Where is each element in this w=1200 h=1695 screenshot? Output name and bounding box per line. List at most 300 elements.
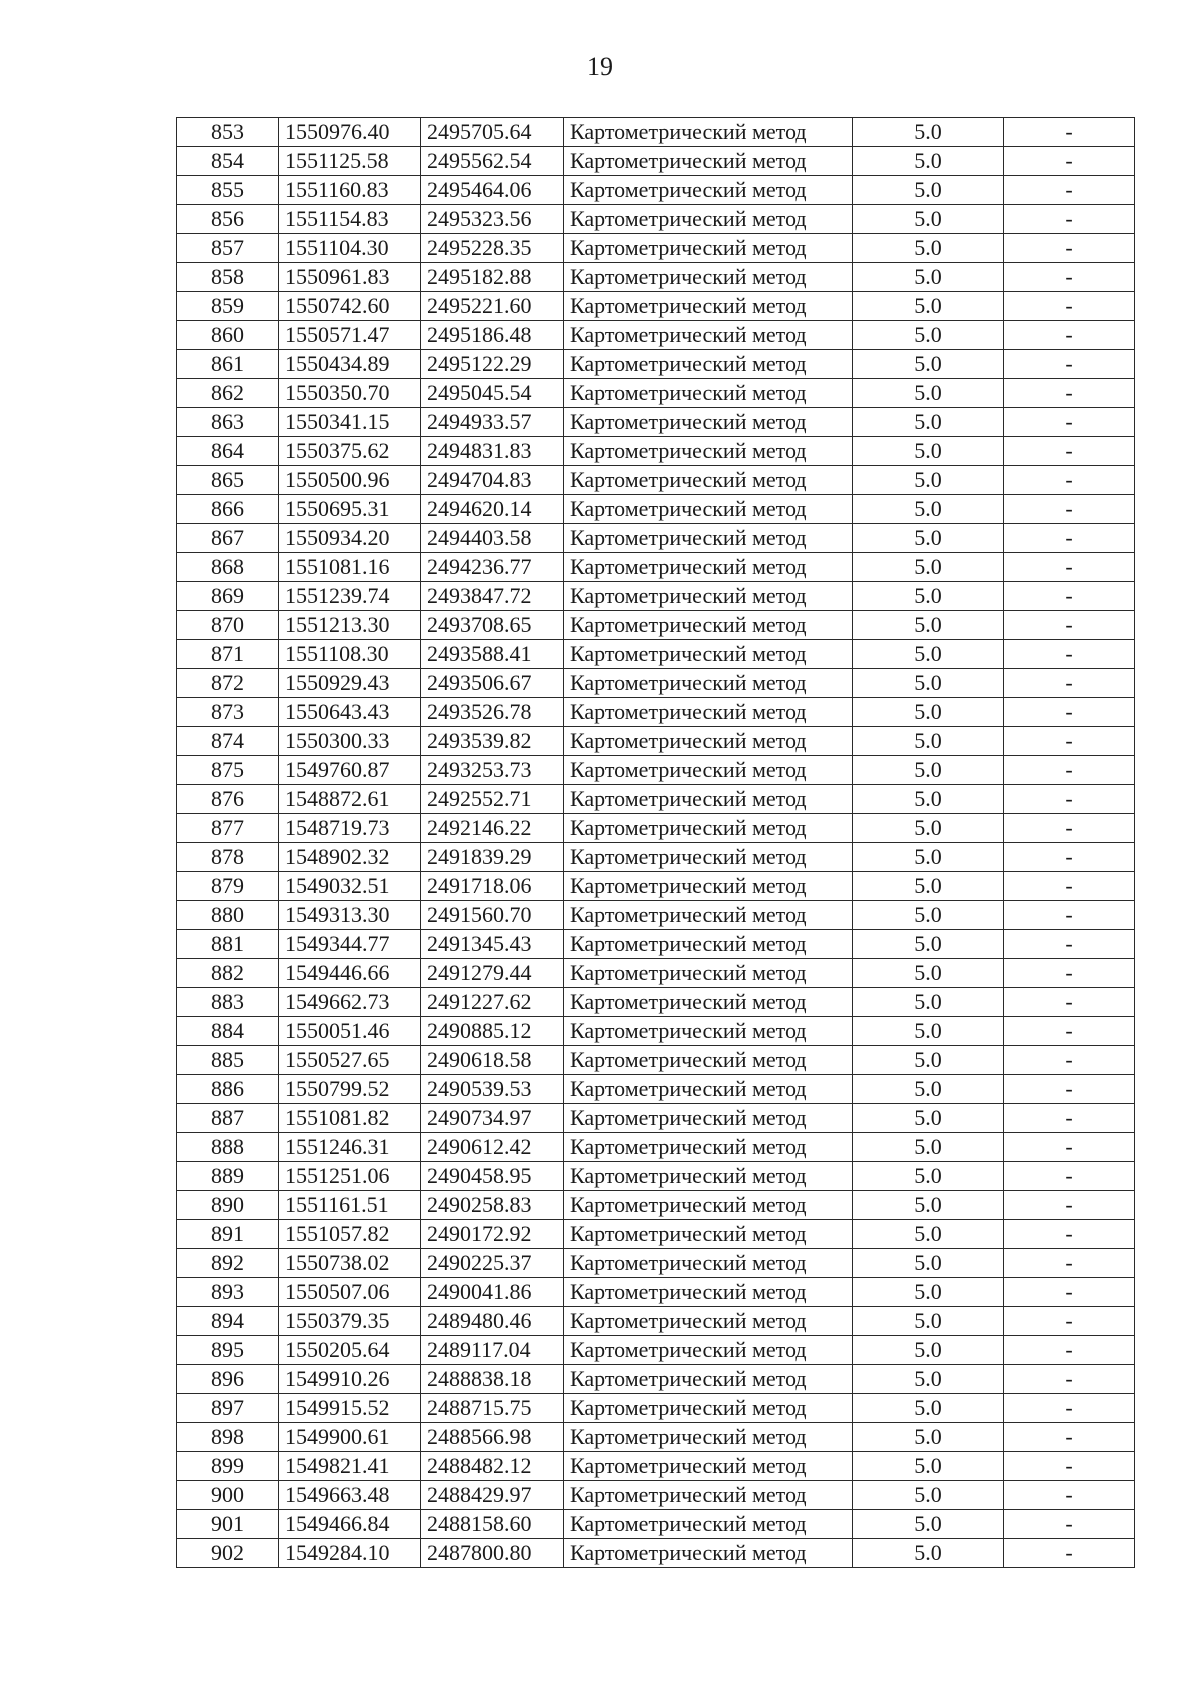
- y-coordinate-cell: 2488838.18: [421, 1365, 564, 1394]
- table-row: [177, 756, 1135, 785]
- accuracy-cell: 5.0: [853, 698, 1004, 727]
- method-cell: Картометрический метод: [564, 321, 853, 350]
- point-number-cell: 856: [177, 205, 279, 234]
- coordinates-table: [176, 117, 1135, 1568]
- point-number-cell: 866: [177, 495, 279, 524]
- point-number-cell: 872: [177, 669, 279, 698]
- x-coordinate-cell: 1550205.64: [279, 1336, 421, 1365]
- y-coordinate-cell: 2494403.58: [421, 524, 564, 553]
- table-row: [177, 640, 1135, 669]
- point-number-cell: 878: [177, 843, 279, 872]
- y-coordinate-cell: 2490734.97: [421, 1104, 564, 1133]
- table-row: [177, 1220, 1135, 1249]
- accuracy-cell: 5.0: [853, 901, 1004, 930]
- method-cell: Картометрический метод: [564, 553, 853, 582]
- y-coordinate-cell: 2491839.29: [421, 843, 564, 872]
- table-row: [177, 1278, 1135, 1307]
- table-row: [177, 147, 1135, 176]
- x-coordinate-cell: 1551213.30: [279, 611, 421, 640]
- accuracy-cell: 5.0: [853, 1394, 1004, 1423]
- accuracy-cell: 5.0: [853, 988, 1004, 1017]
- method-cell: Картометрический метод: [564, 785, 853, 814]
- y-coordinate-cell: 2493708.65: [421, 611, 564, 640]
- method-cell: Картометрический метод: [564, 1249, 853, 1278]
- point-number-cell: 882: [177, 959, 279, 988]
- method-cell: Картометрический метод: [564, 814, 853, 843]
- point-number-cell: 887: [177, 1104, 279, 1133]
- y-coordinate-cell: 2491279.44: [421, 959, 564, 988]
- y-coordinate-cell: 2490172.92: [421, 1220, 564, 1249]
- accuracy-cell: 5.0: [853, 292, 1004, 321]
- table-row: [177, 205, 1135, 234]
- accuracy-cell: 5.0: [853, 1336, 1004, 1365]
- method-cell: Картометрический метод: [564, 1336, 853, 1365]
- table-row: [177, 292, 1135, 321]
- description-cell: -: [1004, 437, 1135, 466]
- point-number-cell: 861: [177, 350, 279, 379]
- method-cell: Картометрический метод: [564, 640, 853, 669]
- accuracy-cell: 5.0: [853, 1162, 1004, 1191]
- accuracy-cell: 5.0: [853, 611, 1004, 640]
- table-row: [177, 698, 1135, 727]
- method-cell: Картометрический метод: [564, 1075, 853, 1104]
- table-row: [177, 176, 1135, 205]
- x-coordinate-cell: 1550434.89: [279, 350, 421, 379]
- accuracy-cell: 5.0: [853, 495, 1004, 524]
- method-cell: Картометрический метод: [564, 1104, 853, 1133]
- method-cell: Картометрический метод: [564, 234, 853, 263]
- method-cell: Картометрический метод: [564, 901, 853, 930]
- description-cell: -: [1004, 350, 1135, 379]
- point-number-cell: 881: [177, 930, 279, 959]
- y-coordinate-cell: 2494933.57: [421, 408, 564, 437]
- point-number-cell: 864: [177, 437, 279, 466]
- point-number-cell: 899: [177, 1452, 279, 1481]
- method-cell: Картометрический метод: [564, 727, 853, 756]
- x-coordinate-cell: 1549344.77: [279, 930, 421, 959]
- x-coordinate-cell: 1551057.82: [279, 1220, 421, 1249]
- description-cell: -: [1004, 263, 1135, 292]
- accuracy-cell: 5.0: [853, 785, 1004, 814]
- method-cell: Картометрический метод: [564, 611, 853, 640]
- description-cell: -: [1004, 901, 1135, 930]
- point-number-cell: 886: [177, 1075, 279, 1104]
- table-row: [177, 727, 1135, 756]
- method-cell: Картометрический метод: [564, 1220, 853, 1249]
- point-number-cell: 879: [177, 872, 279, 901]
- table-row: [177, 379, 1135, 408]
- x-coordinate-cell: 1550350.70: [279, 379, 421, 408]
- y-coordinate-cell: 2490041.86: [421, 1278, 564, 1307]
- method-cell: Картометрический метод: [564, 669, 853, 698]
- method-cell: Картометрический метод: [564, 1539, 853, 1568]
- accuracy-cell: 5.0: [853, 756, 1004, 785]
- method-cell: Картометрический метод: [564, 379, 853, 408]
- point-number-cell: 892: [177, 1249, 279, 1278]
- table-row: [177, 321, 1135, 350]
- y-coordinate-cell: 2488429.97: [421, 1481, 564, 1510]
- x-coordinate-cell: 1549466.84: [279, 1510, 421, 1539]
- table-row: [177, 524, 1135, 553]
- method-cell: Картометрический метод: [564, 466, 853, 495]
- accuracy-cell: 5.0: [853, 1017, 1004, 1046]
- description-cell: -: [1004, 582, 1135, 611]
- accuracy-cell: 5.0: [853, 1452, 1004, 1481]
- point-number-cell: 854: [177, 147, 279, 176]
- point-number-cell: 873: [177, 698, 279, 727]
- accuracy-cell: 5.0: [853, 524, 1004, 553]
- accuracy-cell: 5.0: [853, 1133, 1004, 1162]
- y-coordinate-cell: 2491345.43: [421, 930, 564, 959]
- table-row: [177, 1452, 1135, 1481]
- point-number-cell: 865: [177, 466, 279, 495]
- x-coordinate-cell: 1551108.30: [279, 640, 421, 669]
- accuracy-cell: 5.0: [853, 640, 1004, 669]
- y-coordinate-cell: 2490618.58: [421, 1046, 564, 1075]
- table-row: [177, 901, 1135, 930]
- coordinates-table-body: [177, 118, 1135, 1568]
- point-number-cell: 858: [177, 263, 279, 292]
- accuracy-cell: 5.0: [853, 437, 1004, 466]
- y-coordinate-cell: 2487800.80: [421, 1539, 564, 1568]
- description-cell: -: [1004, 379, 1135, 408]
- table-row: [177, 872, 1135, 901]
- x-coordinate-cell: 1551239.74: [279, 582, 421, 611]
- point-number-cell: 893: [177, 1278, 279, 1307]
- description-cell: -: [1004, 959, 1135, 988]
- description-cell: -: [1004, 785, 1135, 814]
- y-coordinate-cell: 2495323.56: [421, 205, 564, 234]
- y-coordinate-cell: 2488482.12: [421, 1452, 564, 1481]
- point-number-cell: 875: [177, 756, 279, 785]
- y-coordinate-cell: 2492146.22: [421, 814, 564, 843]
- description-cell: -: [1004, 1423, 1135, 1452]
- table-row: [177, 350, 1135, 379]
- method-cell: Картометрический метод: [564, 147, 853, 176]
- x-coordinate-cell: 1550643.43: [279, 698, 421, 727]
- x-coordinate-cell: 1549900.61: [279, 1423, 421, 1452]
- description-cell: -: [1004, 466, 1135, 495]
- description-cell: -: [1004, 1539, 1135, 1568]
- table-row: [177, 437, 1135, 466]
- y-coordinate-cell: 2495228.35: [421, 234, 564, 263]
- table-row: [177, 582, 1135, 611]
- accuracy-cell: 5.0: [853, 408, 1004, 437]
- point-number-cell: 880: [177, 901, 279, 930]
- description-cell: -: [1004, 292, 1135, 321]
- description-cell: -: [1004, 669, 1135, 698]
- point-number-cell: 889: [177, 1162, 279, 1191]
- point-number-cell: 867: [177, 524, 279, 553]
- table-row: [177, 263, 1135, 292]
- description-cell: -: [1004, 1307, 1135, 1336]
- point-number-cell: 870: [177, 611, 279, 640]
- accuracy-cell: 5.0: [853, 1481, 1004, 1510]
- y-coordinate-cell: 2494620.14: [421, 495, 564, 524]
- accuracy-cell: 5.0: [853, 1249, 1004, 1278]
- accuracy-cell: 5.0: [853, 350, 1004, 379]
- accuracy-cell: 5.0: [853, 1046, 1004, 1075]
- accuracy-cell: 5.0: [853, 814, 1004, 843]
- x-coordinate-cell: 1550500.96: [279, 466, 421, 495]
- y-coordinate-cell: 2490258.83: [421, 1191, 564, 1220]
- table-row: [177, 234, 1135, 263]
- x-coordinate-cell: 1550961.83: [279, 263, 421, 292]
- description-cell: -: [1004, 698, 1135, 727]
- point-number-cell: 874: [177, 727, 279, 756]
- accuracy-cell: 5.0: [853, 727, 1004, 756]
- table-row: [177, 1162, 1135, 1191]
- description-cell: -: [1004, 1336, 1135, 1365]
- x-coordinate-cell: 1551081.82: [279, 1104, 421, 1133]
- accuracy-cell: 5.0: [853, 321, 1004, 350]
- y-coordinate-cell: 2491227.62: [421, 988, 564, 1017]
- x-coordinate-cell: 1550976.40: [279, 118, 421, 147]
- description-cell: -: [1004, 988, 1135, 1017]
- table-row: [177, 495, 1135, 524]
- table-row: [177, 1249, 1135, 1278]
- y-coordinate-cell: 2491560.70: [421, 901, 564, 930]
- accuracy-cell: 5.0: [853, 147, 1004, 176]
- method-cell: Картометрический метод: [564, 1278, 853, 1307]
- description-cell: -: [1004, 640, 1135, 669]
- description-cell: -: [1004, 1249, 1135, 1278]
- point-number-cell: 877: [177, 814, 279, 843]
- description-cell: -: [1004, 872, 1135, 901]
- accuracy-cell: 5.0: [853, 1510, 1004, 1539]
- x-coordinate-cell: 1551251.06: [279, 1162, 421, 1191]
- accuracy-cell: 5.0: [853, 930, 1004, 959]
- description-cell: -: [1004, 176, 1135, 205]
- description-cell: -: [1004, 1278, 1135, 1307]
- table-row: [177, 814, 1135, 843]
- x-coordinate-cell: 1549446.66: [279, 959, 421, 988]
- x-coordinate-cell: 1551246.31: [279, 1133, 421, 1162]
- description-cell: -: [1004, 1133, 1135, 1162]
- accuracy-cell: 5.0: [853, 582, 1004, 611]
- x-coordinate-cell: 1549910.26: [279, 1365, 421, 1394]
- description-cell: -: [1004, 727, 1135, 756]
- x-coordinate-cell: 1550527.65: [279, 1046, 421, 1075]
- accuracy-cell: 5.0: [853, 263, 1004, 292]
- y-coordinate-cell: 2495705.64: [421, 118, 564, 147]
- table-row: [177, 1481, 1135, 1510]
- point-number-cell: 876: [177, 785, 279, 814]
- table-row: [177, 1394, 1135, 1423]
- point-number-cell: 898: [177, 1423, 279, 1452]
- description-cell: -: [1004, 611, 1135, 640]
- y-coordinate-cell: 2493506.67: [421, 669, 564, 698]
- accuracy-cell: 5.0: [853, 872, 1004, 901]
- y-coordinate-cell: 2491718.06: [421, 872, 564, 901]
- description-cell: -: [1004, 814, 1135, 843]
- y-coordinate-cell: 2488566.98: [421, 1423, 564, 1452]
- point-number-cell: 890: [177, 1191, 279, 1220]
- method-cell: Картометрический метод: [564, 524, 853, 553]
- x-coordinate-cell: 1550341.15: [279, 408, 421, 437]
- x-coordinate-cell: 1550379.35: [279, 1307, 421, 1336]
- y-coordinate-cell: 2493526.78: [421, 698, 564, 727]
- method-cell: Картометрический метод: [564, 843, 853, 872]
- description-cell: -: [1004, 1452, 1135, 1481]
- x-coordinate-cell: 1549760.87: [279, 756, 421, 785]
- table-row: [177, 1423, 1135, 1452]
- page-number: 19: [587, 52, 613, 81]
- point-number-cell: 862: [177, 379, 279, 408]
- table-row: [177, 1017, 1135, 1046]
- accuracy-cell: 5.0: [853, 1539, 1004, 1568]
- method-cell: Картометрический метод: [564, 408, 853, 437]
- x-coordinate-cell: 1549662.73: [279, 988, 421, 1017]
- y-coordinate-cell: 2494236.77: [421, 553, 564, 582]
- method-cell: Картометрический метод: [564, 1452, 853, 1481]
- description-cell: -: [1004, 756, 1135, 785]
- y-coordinate-cell: 2490539.53: [421, 1075, 564, 1104]
- description-cell: -: [1004, 205, 1135, 234]
- x-coordinate-cell: 1549313.30: [279, 901, 421, 930]
- table-row: [177, 553, 1135, 582]
- y-coordinate-cell: 2495045.54: [421, 379, 564, 408]
- accuracy-cell: 5.0: [853, 843, 1004, 872]
- x-coordinate-cell: 1550507.06: [279, 1278, 421, 1307]
- accuracy-cell: 5.0: [853, 1423, 1004, 1452]
- x-coordinate-cell: 1550695.31: [279, 495, 421, 524]
- table-row: [177, 408, 1135, 437]
- y-coordinate-cell: 2495221.60: [421, 292, 564, 321]
- method-cell: Картометрический метод: [564, 959, 853, 988]
- description-cell: -: [1004, 1394, 1135, 1423]
- point-number-cell: 894: [177, 1307, 279, 1336]
- accuracy-cell: 5.0: [853, 466, 1004, 495]
- y-coordinate-cell: 2488158.60: [421, 1510, 564, 1539]
- method-cell: Картометрический метод: [564, 988, 853, 1017]
- point-number-cell: 884: [177, 1017, 279, 1046]
- description-cell: -: [1004, 1162, 1135, 1191]
- y-coordinate-cell: 2493847.72: [421, 582, 564, 611]
- table-row: [177, 1133, 1135, 1162]
- y-coordinate-cell: 2490612.42: [421, 1133, 564, 1162]
- y-coordinate-cell: 2490885.12: [421, 1017, 564, 1046]
- method-cell: Картометрический метод: [564, 1481, 853, 1510]
- method-cell: Картометрический метод: [564, 350, 853, 379]
- x-coordinate-cell: 1551160.83: [279, 176, 421, 205]
- point-number-cell: 883: [177, 988, 279, 1017]
- table-row: [177, 466, 1135, 495]
- description-cell: -: [1004, 930, 1135, 959]
- method-cell: Картометрический метод: [564, 872, 853, 901]
- x-coordinate-cell: 1549821.41: [279, 1452, 421, 1481]
- description-cell: -: [1004, 408, 1135, 437]
- point-number-cell: 869: [177, 582, 279, 611]
- point-number-cell: 863: [177, 408, 279, 437]
- y-coordinate-cell: 2493253.73: [421, 756, 564, 785]
- table-row: [177, 1104, 1135, 1133]
- x-coordinate-cell: 1551161.51: [279, 1191, 421, 1220]
- method-cell: Картометрический метод: [564, 495, 853, 524]
- accuracy-cell: 5.0: [853, 1191, 1004, 1220]
- accuracy-cell: 5.0: [853, 234, 1004, 263]
- accuracy-cell: 5.0: [853, 1075, 1004, 1104]
- x-coordinate-cell: 1548719.73: [279, 814, 421, 843]
- x-coordinate-cell: 1550375.62: [279, 437, 421, 466]
- accuracy-cell: 5.0: [853, 379, 1004, 408]
- method-cell: Картометрический метод: [564, 292, 853, 321]
- x-coordinate-cell: 1550799.52: [279, 1075, 421, 1104]
- point-number-cell: 868: [177, 553, 279, 582]
- method-cell: Картометрический метод: [564, 1394, 853, 1423]
- x-coordinate-cell: 1551081.16: [279, 553, 421, 582]
- method-cell: Картометрический метод: [564, 1423, 853, 1452]
- x-coordinate-cell: 1550571.47: [279, 321, 421, 350]
- x-coordinate-cell: 1549284.10: [279, 1539, 421, 1568]
- point-number-cell: 891: [177, 1220, 279, 1249]
- y-coordinate-cell: 2494704.83: [421, 466, 564, 495]
- y-coordinate-cell: 2495122.29: [421, 350, 564, 379]
- description-cell: -: [1004, 1104, 1135, 1133]
- point-number-cell: 871: [177, 640, 279, 669]
- method-cell: Картометрический метод: [564, 263, 853, 292]
- description-cell: -: [1004, 234, 1135, 263]
- description-cell: -: [1004, 524, 1135, 553]
- method-cell: Картометрический метод: [564, 1162, 853, 1191]
- x-coordinate-cell: 1549915.52: [279, 1394, 421, 1423]
- method-cell: Картометрический метод: [564, 930, 853, 959]
- accuracy-cell: 5.0: [853, 1307, 1004, 1336]
- x-coordinate-cell: 1550300.33: [279, 727, 421, 756]
- method-cell: Картометрический метод: [564, 1307, 853, 1336]
- table-row: [177, 843, 1135, 872]
- y-coordinate-cell: 2494831.83: [421, 437, 564, 466]
- y-coordinate-cell: 2489117.04: [421, 1336, 564, 1365]
- table-row: [177, 1046, 1135, 1075]
- method-cell: Картометрический метод: [564, 1017, 853, 1046]
- method-cell: Картометрический метод: [564, 205, 853, 234]
- table-row: [177, 118, 1135, 147]
- accuracy-cell: 5.0: [853, 1365, 1004, 1394]
- accuracy-cell: 5.0: [853, 959, 1004, 988]
- accuracy-cell: 5.0: [853, 1104, 1004, 1133]
- point-number-cell: 853: [177, 118, 279, 147]
- point-number-cell: 885: [177, 1046, 279, 1075]
- method-cell: Картометрический метод: [564, 437, 853, 466]
- table-row: [177, 988, 1135, 1017]
- table-row: [177, 785, 1135, 814]
- x-coordinate-cell: 1551104.30: [279, 234, 421, 263]
- point-number-cell: 895: [177, 1336, 279, 1365]
- x-coordinate-cell: 1550934.20: [279, 524, 421, 553]
- method-cell: Картометрический метод: [564, 582, 853, 611]
- method-cell: Картометрический метод: [564, 1510, 853, 1539]
- y-coordinate-cell: 2493539.82: [421, 727, 564, 756]
- description-cell: -: [1004, 147, 1135, 176]
- point-number-cell: 897: [177, 1394, 279, 1423]
- y-coordinate-cell: 2490225.37: [421, 1249, 564, 1278]
- table-row: [177, 1510, 1135, 1539]
- y-coordinate-cell: 2495182.88: [421, 263, 564, 292]
- description-cell: -: [1004, 118, 1135, 147]
- method-cell: Картометрический метод: [564, 1133, 853, 1162]
- table-row: [177, 611, 1135, 640]
- description-cell: -: [1004, 843, 1135, 872]
- method-cell: Картометрический метод: [564, 756, 853, 785]
- x-coordinate-cell: 1551154.83: [279, 205, 421, 234]
- accuracy-cell: 5.0: [853, 553, 1004, 582]
- description-cell: -: [1004, 321, 1135, 350]
- description-cell: -: [1004, 1075, 1135, 1104]
- method-cell: Картометрический метод: [564, 1046, 853, 1075]
- x-coordinate-cell: 1551125.58: [279, 147, 421, 176]
- accuracy-cell: 5.0: [853, 1220, 1004, 1249]
